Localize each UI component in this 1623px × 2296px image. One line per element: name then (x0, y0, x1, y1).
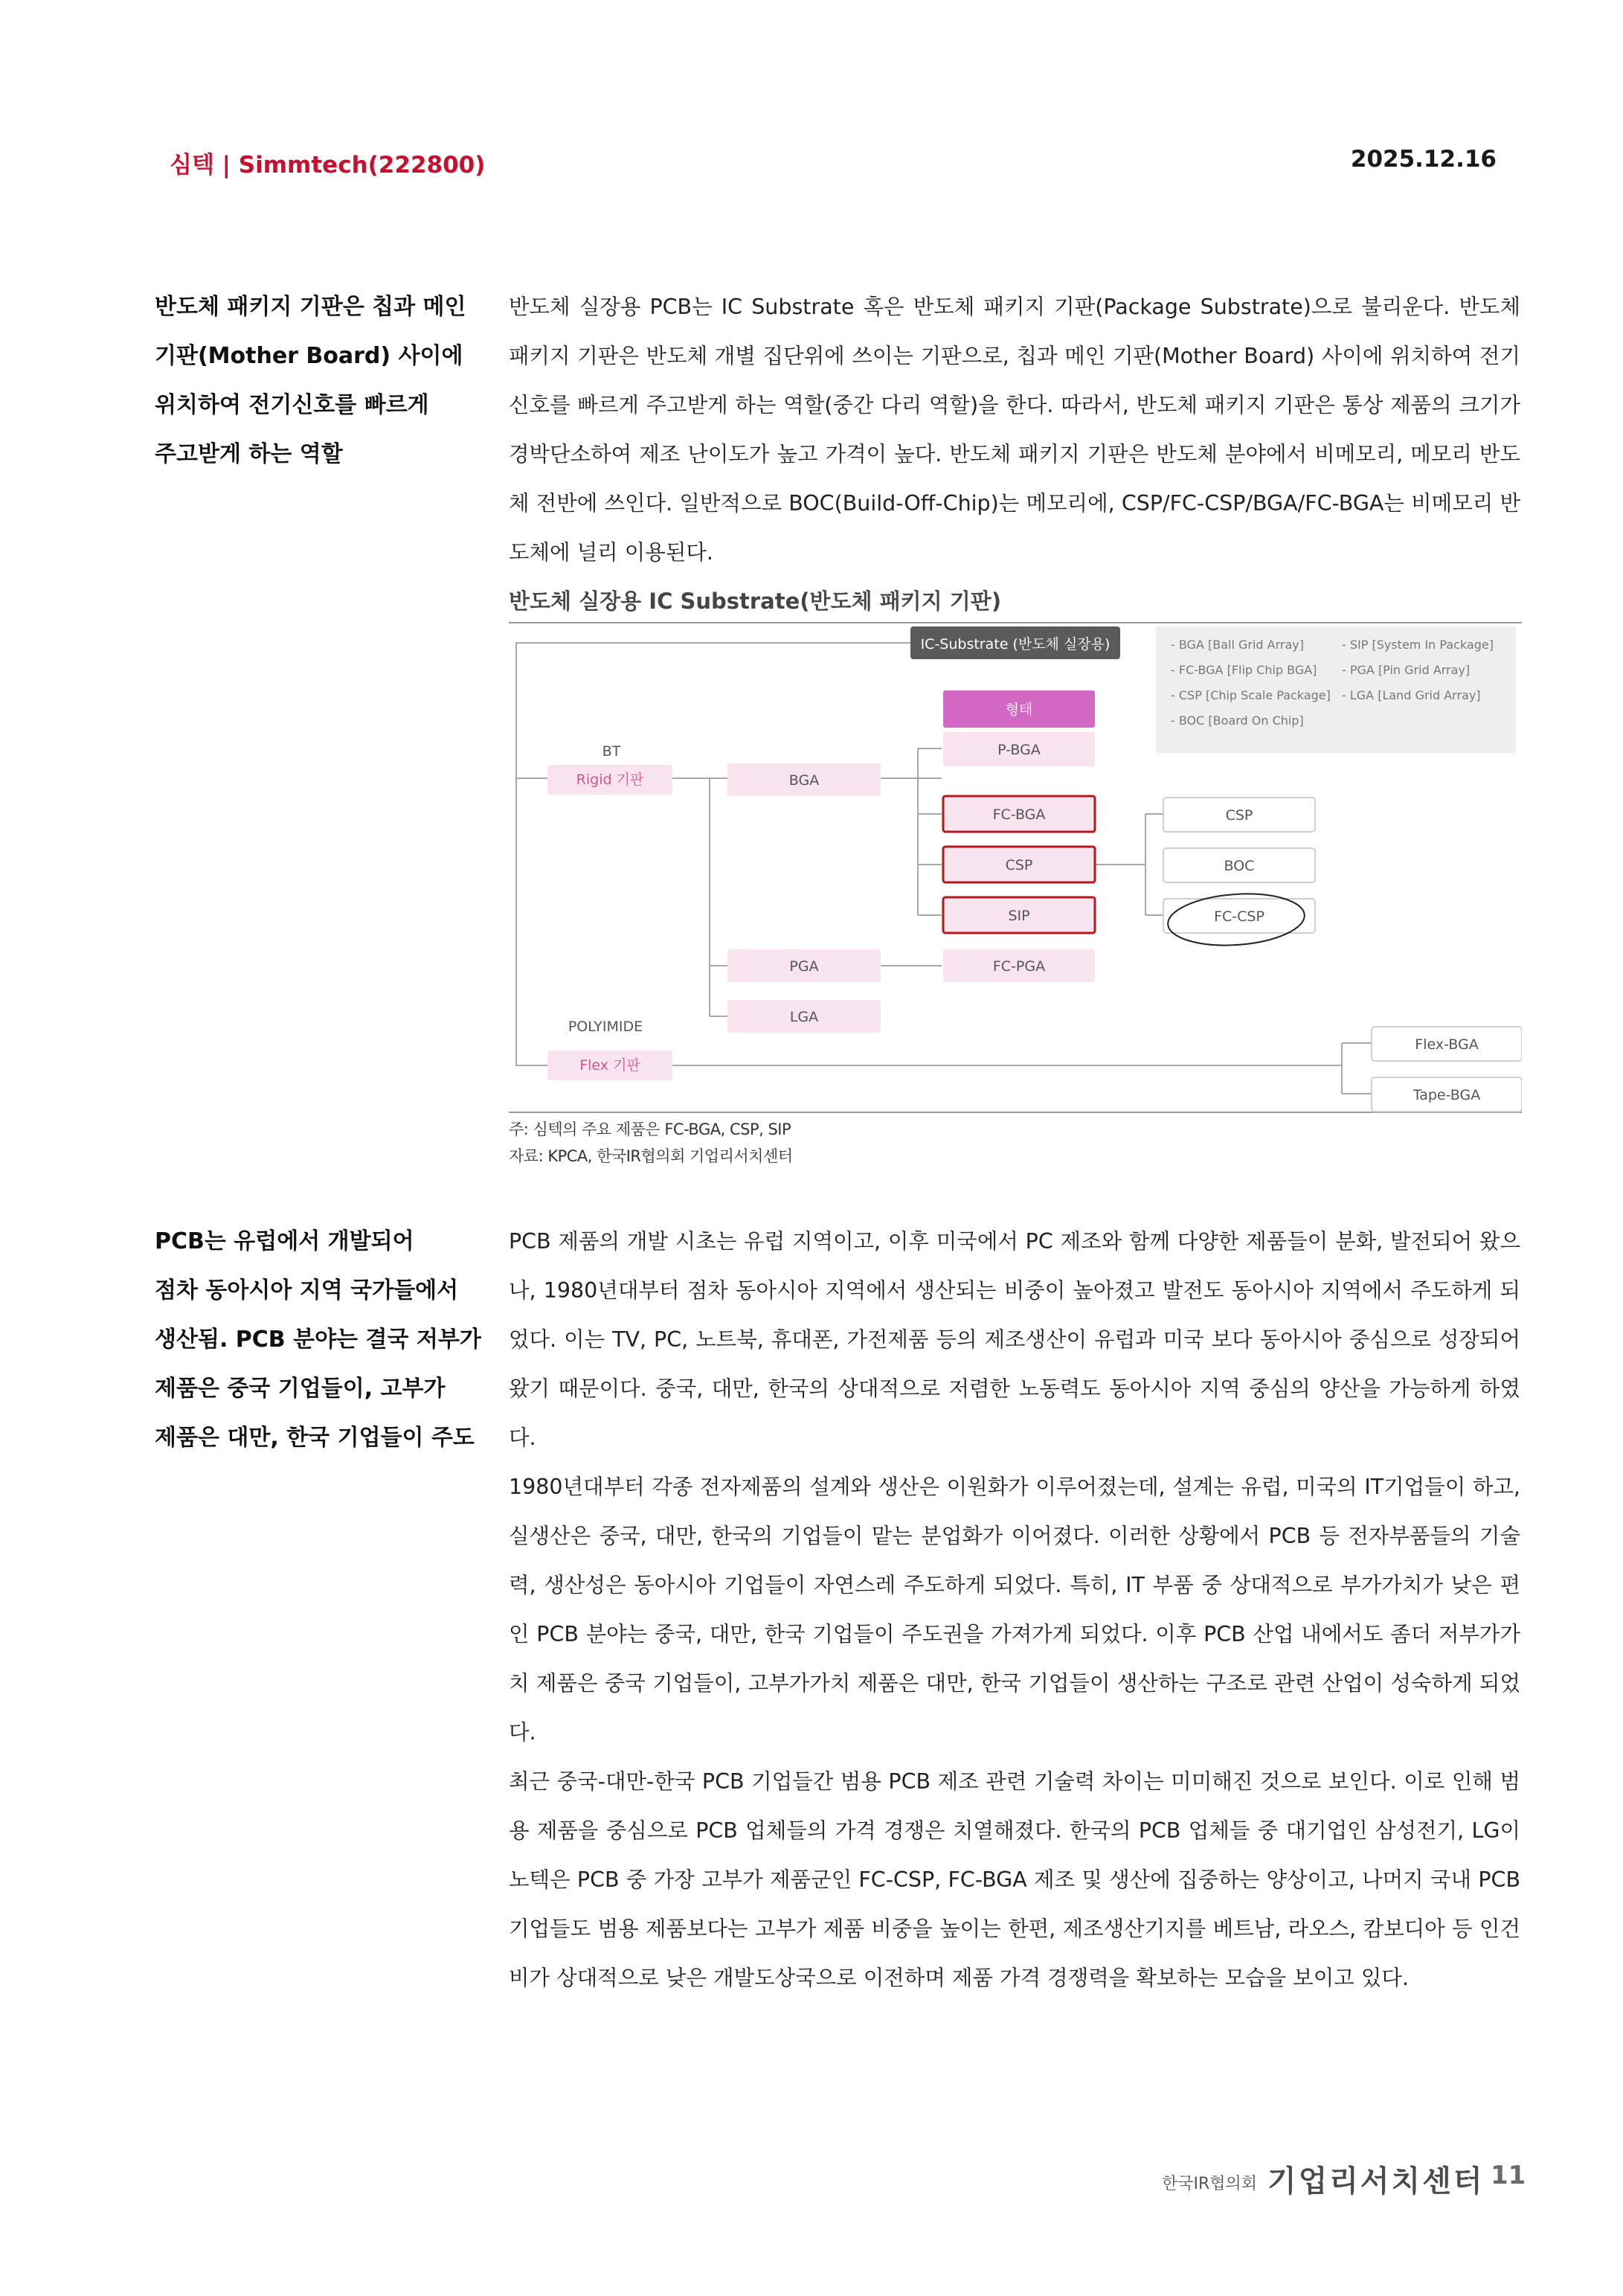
fc-pga-label: FC-PGA (992, 958, 1046, 975)
side-heading-line: 반도체 패키지 기판은 칩과 메인 (155, 294, 466, 320)
legend-item: - CSP [Chip Scale Package] (1171, 688, 1331, 702)
fc-bga-label: FC-BGA (992, 807, 1046, 823)
side-heading-2 (155, 1217, 481, 1463)
rigid-substrate-label: Rigid 기판 (576, 772, 644, 788)
legend-item: - FC-BGA [Flip Chip BGA] (1171, 663, 1317, 677)
fc-csp-label: FC-CSP (1214, 908, 1264, 925)
csp-type-label: CSP (1225, 807, 1253, 824)
body-paragraph: 최근 중국-대만-한국 PCB 기업들간 범용 PCB 제조 관련 기술력 차이는 미미해진 것으로 보인다. 이로 인해 범용 제품을 중심으로 PCB 업체들의 가격 경쟁은 치열해졌다. 한국의 PCB 업체들 중 대기업인 삼성전기, LG이노텍은 PCB 중 가장 고부가 제품군인 FC-CSP, FC-BGA 제조 및 생산에 집중하는 양상이고, 나머지 국내 PCB 기업들도 범용 제품보다는 고부가 제품 비중을 높이는 한편, 제조생산기지를 베트남, 라오스, 캄보디아 등 인건비가 상대적으로 낮은 개발도상국으로 이전하며 제품 가격 경쟁력을 확보하는 모습을 보이고 있다. (509, 1769, 1520, 1990)
side-heading-1 (155, 283, 475, 479)
footer-org: 한국IR협의회 (1162, 2175, 1258, 2193)
side-heading-line: 생산됨. PCB 분야는 결국 저부가 (155, 1327, 481, 1353)
p-bga-label: P-BGA (997, 742, 1041, 758)
report-date: 2025.12.16 (1350, 146, 1497, 173)
side-heading-line: 기판(Mother Board) 사이에 (155, 343, 463, 369)
diagram-title: 반도체 실장용 IC Substrate(반도체 패키지 기판) (509, 589, 1002, 614)
legend-item: - BGA [Ball Grid Array] (1171, 638, 1304, 652)
flex-bga-label: Flex-BGA (1415, 1036, 1479, 1053)
sip-label: SIP (1008, 908, 1030, 924)
side-heading-line: 위치하여 전기신호를 빠르게 (155, 392, 429, 418)
ic-substrate-diagram (509, 622, 1522, 1113)
legend-item: - SIP [System In Package] (1342, 638, 1494, 652)
side-heading-line: 주고받게 하는 역할 (155, 441, 343, 467)
body-section-1 (509, 283, 1520, 577)
legend-item: - PGA [Pin Grid Array] (1342, 663, 1471, 677)
lga-label: LGA (789, 1009, 819, 1025)
legend-item: - LGA [Land Grid Array] (1342, 688, 1481, 702)
diagram-source: 자료: KPCA, 한국IR협의회 기업리서치센터 (509, 1147, 793, 1165)
flex-material-label: POLYIMIDE (568, 1019, 643, 1035)
body-paragraph: 1980년대부터 각종 전자제품의 설계와 생산은 이원화가 이루어졌는데, 설계는 유럽, 미국의 IT기업들이 하고, 실생산은 중국, 대만, 한국의 기업들이 맡는 분업화가 이어졌다. 이러한 상황에서 PCB 등 전자부품들의 기술력, 생산성은 동아시아 기업들이 자연스레 주도하게 되었다. 특히, IT 부품 중 상대적으로 부가가치가 낮은 편인 PCB 분야는 중국, 대만, 한국 기업들이 주도권을 가져가게 되었다. 이후 PCB 산업 내에서도 좀더 저부가가치 제품은 중국 기업들이, 고부가가치 제품은 대만, 한국 기업들이 생산하는 구조로 관련 산업이 성숙하게 되었다. (509, 1475, 1520, 1745)
side-heading-line: PCB는 유럽에서 개발되어 (155, 1228, 414, 1254)
tape-bga-label: Tape-BGA (1413, 1087, 1481, 1103)
body-paragraph: 반도체 실장용 PCB는 IC Substrate 혹은 반도체 패키지 기판(Package Substrate)으로 불리운다. 반도체 패키지 기판은 반도체 개별 집단위에 쓰이는 기판으로, 칩과 메인 기판(Mother Board) 사이에 위치하여 전기신호를 빠르게 주고받게 하는 역할(중간 다리 역할)을 한다. 따라서, 반도체 패키지 기판은 통상 제품의 크기가 경박단소하여 제조 난이도가 높고 가격이 높다. 반도체 패키지 기판은 반도체 분야에서 비메모리, 메모리 반도체 전반에 쓰인다. 일반적으로 BOC(Build-Off-Chip)는 메모리에, CSP/FC-CSP/BGA/FC-BGA는 비메모리 반도체에 널리 이용된다. (509, 295, 1520, 565)
page-number: 11 (1491, 2161, 1526, 2190)
body-section-2 (509, 1217, 1520, 2003)
csp-form-label: CSP (1005, 857, 1033, 873)
rigid-material-label: BT (602, 743, 621, 760)
flex-substrate-label: Flex 기판 (579, 1057, 640, 1074)
pga-label: PGA (789, 958, 819, 975)
side-heading-line: 점차 동아시아 지역 국가들에서 (155, 1277, 459, 1303)
footer-center-name: 기업리서치센터 (1267, 2164, 1485, 2199)
side-heading-line: 제품은 대만, 한국 기업들이 주도 (155, 1425, 475, 1451)
body-paragraph: PCB 제품의 개발 시초는 유럽 지역이고, 이후 미국에서 PC 제조와 함께 다양한 제품들이 분화, 발전되어 왔으나, 1980년대부터 점차 동아시아 지역에서 생산되는 비중이 높아졌고 발전도 동아시아 지역에서 주도하게 되었다. 이는 TV, PC, 노트북, 휴대폰, 가전제품 등의 제조생산이 유럽과 미국 보다 동아시아 중심으로 성장되어 왔기 때문이다. 중국, 대만, 한국의 상대적으로 저렴한 노동력도 동아시아 지역 중심의 양산을 가능하게 하였다. (509, 1229, 1520, 1450)
bga-label: BGA (788, 772, 820, 789)
diagram-note: 주: 심텍의 주요 제품은 FC-BGA, CSP, SIP (509, 1120, 791, 1138)
report-company-header: 심텍 | Simmtech(222800) (170, 152, 486, 179)
ic-substrate-root-label: IC-Substrate (반도체 실장용) (920, 636, 1111, 652)
form-header-label: 형태 (1005, 702, 1033, 718)
side-heading-line: 제품은 중국 기업들이, 고부가 (155, 1376, 446, 1402)
legend-item: - BOC [Board On Chip] (1171, 714, 1304, 728)
boc-label: BOC (1224, 858, 1255, 874)
